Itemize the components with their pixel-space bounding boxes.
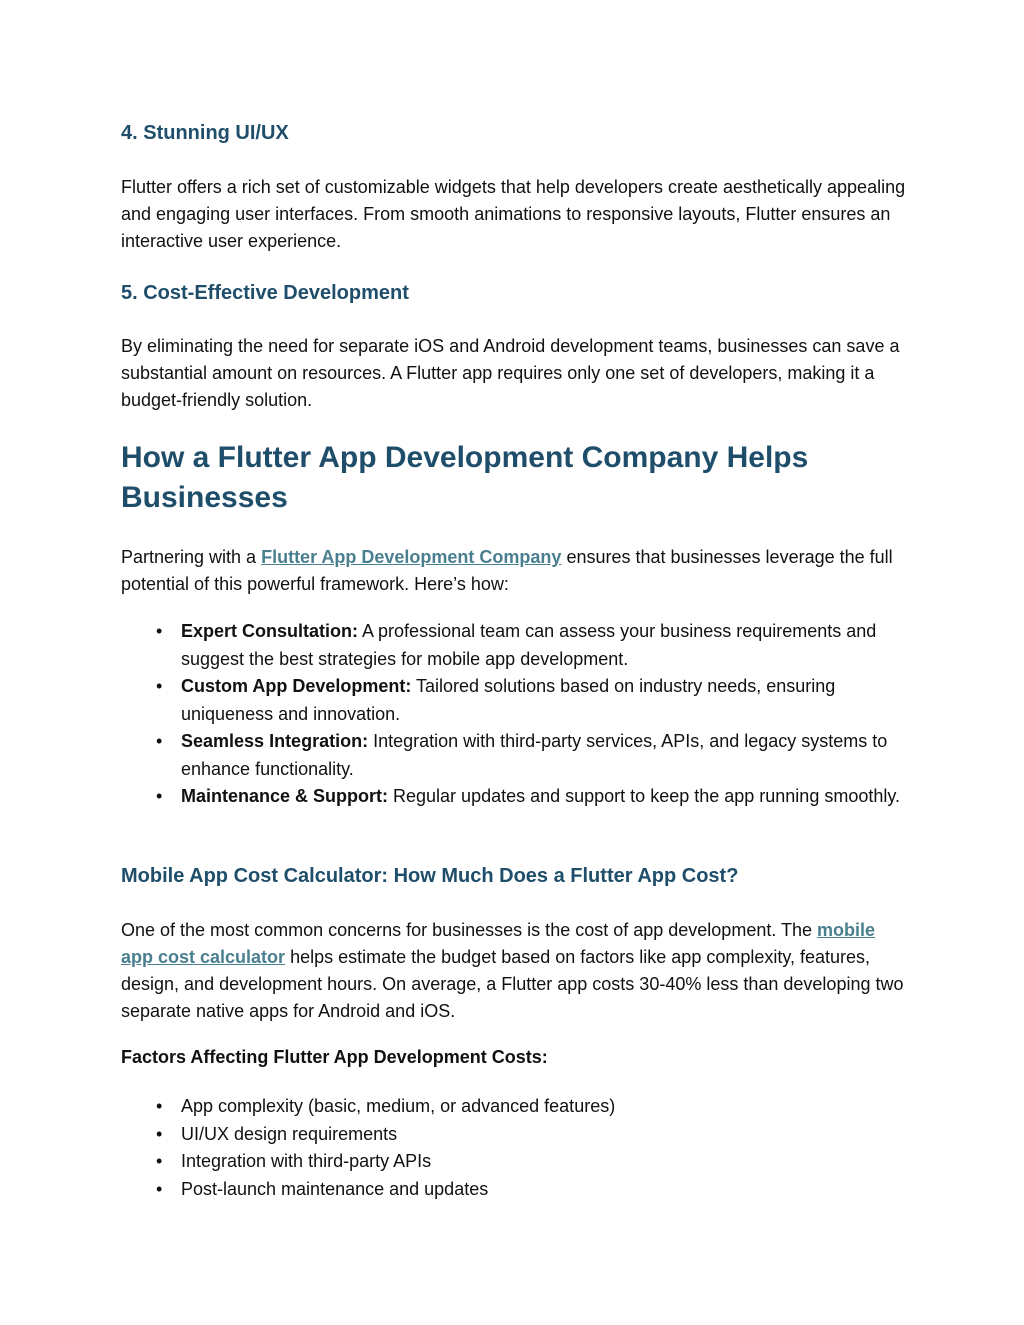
bullet-icon: • xyxy=(156,1151,163,1171)
list-item xyxy=(121,1093,911,1121)
cost-calculator-link[interactable]: mobile app cost calculator xyxy=(121,920,876,967)
list-item xyxy=(121,783,911,811)
section-heading-company-helps: How a Flutter App Development Company Helps Businesses xyxy=(121,441,809,514)
list-item xyxy=(121,618,911,673)
list-item-text: Integration with third-party APIs xyxy=(181,1151,432,1171)
factors-heading: Factors Affecting Flutter App Development Costs: xyxy=(121,1047,548,1067)
list-item-text: App complexity (basic, medium, or advanced features) xyxy=(181,1096,616,1116)
bullet-icon: • xyxy=(156,1096,163,1116)
paragraph-cost-effective: By eliminating the need for separate iOS and Android development teams, businesses can save a substantial amount on resources. A Flutter app requires only one set of developers, making it a budget-friendly solution. xyxy=(121,336,900,410)
section-heading-cost-calculator: Mobile App Cost Calculator: How Much Does a Flutter App Cost? xyxy=(121,865,739,887)
bullet-icon: • xyxy=(156,731,163,751)
list-item-text: Tailored solutions based on industry needs, ensuring uniqueness and innovation. xyxy=(181,676,836,724)
section-heading-stunning-ui-ux: 4. Stunning UI/UX xyxy=(121,122,289,144)
bullet-icon: • xyxy=(156,1123,163,1144)
flutter-company-link[interactable]: Flutter App Development Company xyxy=(261,547,562,567)
list-item xyxy=(121,673,911,728)
list-item-label: Seamless Integration: xyxy=(181,731,369,751)
company-benefits-list xyxy=(121,618,911,811)
list-item xyxy=(121,1148,911,1176)
intro-text-after: ensures that businesses leverage the full potential of this powerful framework. Here’s how: xyxy=(121,547,893,594)
calculator-text-before: One of the most common concerns for businesses is the cost of app development. The xyxy=(121,920,818,940)
list-item-text: UI/UX design requirements xyxy=(181,1123,398,1144)
cost-factors-list xyxy=(121,1093,911,1203)
list-item-label: Maintenance & Support: xyxy=(181,786,389,806)
paragraph-cost-calculator xyxy=(121,917,911,1025)
list-item xyxy=(121,728,911,783)
bullet-icon: • xyxy=(156,621,163,641)
intro-text-before: Partnering with a xyxy=(121,547,262,567)
list-item-text: Post-launch maintenance and updates xyxy=(181,1178,489,1199)
bullet-icon: • xyxy=(156,676,163,696)
bullet-icon: • xyxy=(156,786,163,806)
section-heading-cost-effective: 5. Cost-Effective Development xyxy=(121,282,409,304)
calculator-text-after: helps estimate the budget based on factors like app complexity, features, design, and development hours. On average, a Flutter app costs 30-40% less than developing two separate native apps for Android and iOS. xyxy=(121,947,904,1021)
list-item-text: Integration with third-party services, APIs, and legacy systems to enhance functionality. xyxy=(181,731,888,779)
list-item xyxy=(121,1176,911,1204)
list-item-label: Expert Consultation: xyxy=(181,621,359,641)
list-item xyxy=(121,1121,911,1149)
list-item-label: Custom App Development: xyxy=(181,676,412,696)
bullet-icon: • xyxy=(156,1178,163,1199)
list-item-text: Regular updates and support to keep the app running smoothly. xyxy=(388,786,901,806)
list-item-text: A professional team can assess your business requirements and suggest the best strategies for mobile app development. xyxy=(181,621,877,669)
paragraph-company-intro xyxy=(121,544,911,598)
paragraph-stunning-ui-ux: Flutter offers a rich set of customizable widgets that help developers create aesthetically appealing and engaging user interfaces. From smooth animations to responsive layouts, Flutter ensures an interactive user experience. xyxy=(121,177,906,251)
